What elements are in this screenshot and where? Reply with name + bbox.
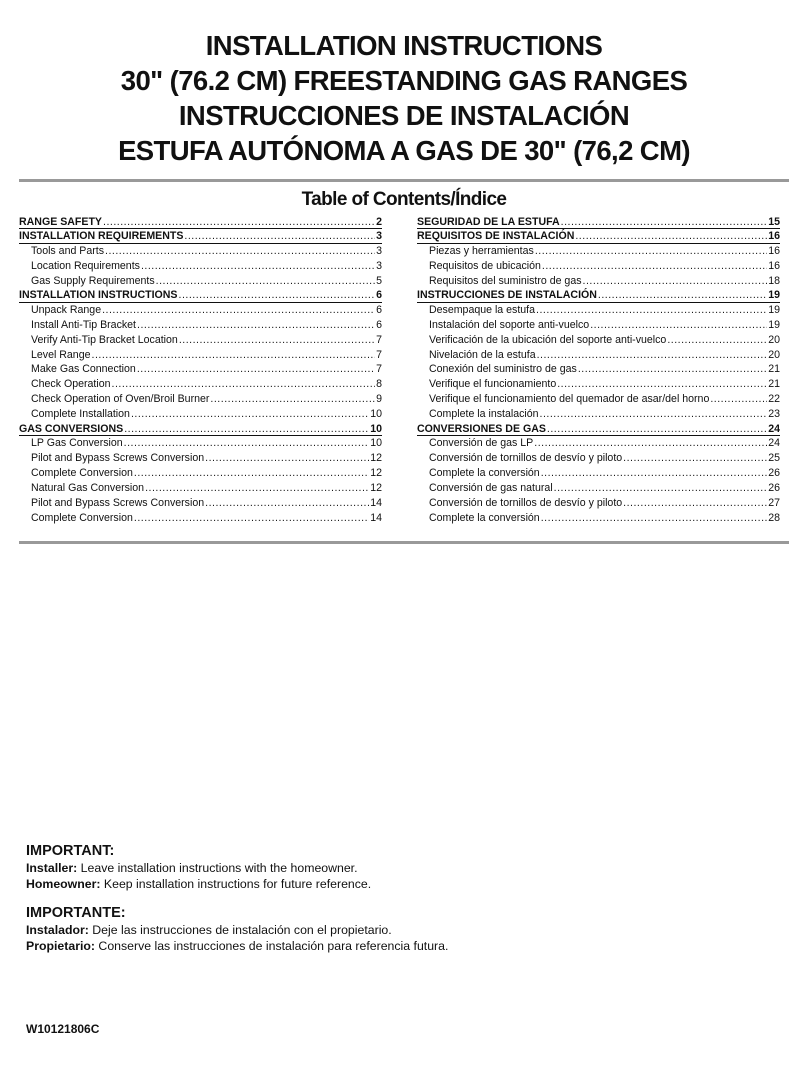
toc-subsection-entry	[417, 466, 780, 481]
toc-leader-dots	[179, 288, 376, 303]
instalador-text: Deje las instrucciones de instalación con el propietario.	[88, 923, 392, 937]
toc-subsection-entry	[417, 362, 780, 377]
toc-entry-label: Desempaque la estufa	[429, 303, 536, 316]
toc-leader-dots	[102, 303, 375, 318]
toc-leader-dots	[575, 229, 767, 244]
toc-entry-page: 19	[768, 289, 780, 302]
top-divider	[19, 179, 789, 182]
importante-heading: IMPORTANTE:	[26, 905, 126, 921]
toc-entry-page: 27	[768, 496, 780, 509]
toc-leader-dots	[623, 496, 767, 511]
toc-leader-dots	[137, 318, 375, 333]
toc-subsection-entry	[19, 481, 382, 496]
toc-entry-label: Check Operation	[31, 378, 111, 391]
homeowner-note	[26, 876, 726, 892]
toc-entry-label: Conversión de tornillos de desvío y piloto	[429, 452, 623, 465]
toc-column-english	[19, 215, 382, 526]
toc-entry-page: 24	[768, 422, 780, 435]
toc-entry-label: CONVERSIONES DE GAS	[417, 422, 546, 435]
toc-entry-label: Conversión de gas natural	[429, 482, 553, 495]
toc-leader-dots	[137, 362, 375, 377]
toc-entry-label: Gas Supply Requirements	[31, 274, 155, 287]
toc-entry-page: 18	[768, 274, 780, 287]
toc-leader-dots	[103, 215, 375, 230]
toc-subsection-entry	[417, 333, 780, 348]
toc-entry-page: 10	[370, 408, 382, 421]
document-id: W10121806C	[26, 1022, 100, 1036]
propietario-note	[26, 938, 726, 954]
toc-subsection-entry	[19, 274, 382, 289]
toc-subsection-entry	[417, 348, 780, 363]
title-line-3: INSTRUCCIONES DE INSTALACIÓN	[178, 100, 630, 131]
toc-entry-label: Verifique el funcionamiento del quemador de asar/del horno	[429, 393, 710, 406]
toc-section-entry	[417, 229, 780, 243]
toc-entry-page: 19	[768, 318, 780, 331]
toc-subsection-entry	[19, 244, 382, 259]
toc-subsection-entry	[19, 303, 382, 318]
installer-label: Installer:	[26, 861, 78, 875]
toc-entry-page: 7	[376, 348, 382, 361]
propietario-label: Propietario:	[26, 939, 96, 953]
title-line-4: ESTUFA AUTÓNOMA A GAS DE 30" (76,2 CM)	[118, 135, 690, 166]
toc-entry-page: 15	[768, 216, 780, 228]
toc-entry-page: 26	[768, 482, 780, 495]
toc-entry-page: 6	[376, 318, 382, 331]
toc-entry-label: Tools and Parts	[31, 244, 105, 257]
toc-entry-label: Complete Installation	[31, 408, 130, 421]
document-title	[0, 28, 808, 168]
toc-leader-dots	[623, 451, 767, 466]
important-heading: IMPORTANT:	[26, 843, 115, 859]
toc-entry-label: INSTALLATION INSTRUCTIONS	[19, 289, 178, 302]
toc-leader-dots	[536, 303, 767, 318]
toc-leader-dots	[141, 259, 375, 274]
toc-entry-page: 2	[376, 216, 382, 228]
toc-entry-page: 16	[768, 244, 780, 257]
toc-column-spanish	[417, 215, 780, 526]
toc-leader-dots	[557, 377, 767, 392]
toc-leader-dots	[156, 274, 375, 289]
toc-subsection-entry	[19, 511, 382, 526]
toc-leader-dots	[124, 422, 369, 437]
toc-leader-dots	[92, 348, 376, 363]
toc-entry-label: Check Operation of Oven/Broil Burner	[31, 393, 210, 406]
toc-entry-label: LP Gas Conversion	[31, 437, 123, 450]
toc-entry-label: Install Anti-Tip Bracket	[31, 318, 136, 331]
toc-heading: Table of Contents/Índice	[301, 189, 507, 210]
toc-entry-label: Complete la instalación	[429, 408, 539, 421]
homeowner-label: Homeowner:	[26, 877, 101, 891]
toc-entry-page: 14	[370, 496, 382, 509]
toc-entry-label: Verify Anti-Tip Bracket Location	[31, 333, 178, 346]
toc-subsection-entry	[417, 303, 780, 318]
toc-leader-dots	[112, 377, 376, 392]
toc-leader-dots	[667, 333, 767, 348]
toc-entry-label: Requisitos de ubicación	[429, 259, 541, 272]
toc-leader-dots	[561, 215, 768, 230]
toc-leader-dots	[184, 229, 375, 244]
importante-notice	[26, 904, 726, 954]
toc-entry-page: 9	[376, 393, 382, 406]
toc-entry-label: Make Gas Connection	[31, 363, 136, 376]
toc-leader-dots	[583, 274, 768, 289]
toc-subsection-entry	[417, 436, 780, 451]
toc-entry-page: 7	[376, 363, 382, 376]
toc-entry-page: 19	[768, 303, 780, 316]
toc-entry-page: 5	[376, 274, 382, 287]
toc-leader-dots	[179, 333, 375, 348]
toc-entry-page: 3	[376, 244, 382, 257]
toc-entry-page: 3	[376, 230, 382, 243]
toc-leader-dots	[542, 259, 767, 274]
toc-entry-page: 12	[370, 452, 382, 465]
toc-leader-dots	[124, 436, 370, 451]
toc-leader-dots	[540, 407, 768, 422]
toc-leader-dots	[710, 392, 767, 407]
toc-entry-label: Instalación del soporte anti-vuelco	[429, 318, 590, 331]
toc-subsection-entry	[417, 318, 780, 333]
bottom-divider	[19, 541, 789, 544]
toc-leader-dots	[578, 362, 767, 377]
homeowner-text: Keep installation instructions for future reference.	[100, 877, 372, 891]
toc-entry-page: 10	[370, 422, 382, 435]
propietario-text: Conserve las instrucciones de instalación para referencia futura.	[95, 939, 449, 953]
toc-subsection-entry	[417, 481, 780, 496]
toc-subsection-entry	[417, 392, 780, 407]
toc-subsection-entry	[19, 362, 382, 377]
toc-entry-page: 26	[768, 467, 780, 480]
toc-section-entry	[417, 422, 780, 436]
toc-leader-dots	[534, 436, 767, 451]
toc-entry-label: Conversión de gas LP	[429, 437, 534, 450]
toc-leader-dots	[541, 511, 768, 526]
toc-entry-label: REQUISITOS DE INSTALACIÓN	[417, 230, 575, 243]
toc-entry-label: Unpack Range	[31, 303, 102, 316]
toc-entry-page: 25	[768, 452, 780, 465]
toc-entry-page: 24	[768, 437, 780, 450]
toc-leader-dots	[537, 348, 768, 363]
toc-leader-dots	[205, 451, 369, 466]
toc-entry-label: Conexión del suministro de gas	[429, 363, 577, 376]
toc-entry-label: Pilot and Bypass Screws Conversion	[31, 452, 205, 465]
toc-section-entry	[19, 229, 382, 243]
toc-subsection-entry	[417, 259, 780, 274]
toc-entry-page: 7	[376, 333, 382, 346]
toc-entry-label: Level Range	[31, 348, 91, 361]
toc-entry-label: Complete la conversión	[429, 511, 540, 524]
toc-leader-dots	[210, 392, 375, 407]
toc-section-entry	[19, 215, 382, 229]
toc-entry-page: 12	[370, 482, 382, 495]
toc-subsection-entry	[19, 259, 382, 274]
toc-entry-page: 16	[768, 259, 780, 272]
toc-entry-label: Piezas y herramientas	[429, 244, 534, 257]
toc-entry-page: 6	[376, 303, 382, 316]
toc-entry-page: 16	[768, 230, 780, 243]
toc-entry-label: INSTALLATION REQUIREMENTS	[19, 230, 184, 243]
toc-entry-page: 14	[370, 511, 382, 524]
toc-subsection-entry	[19, 407, 382, 422]
toc-section-entry	[417, 215, 780, 229]
toc-leader-dots	[134, 466, 369, 481]
toc-entry-label: Complete Conversion	[31, 511, 133, 524]
installer-text: Leave installation instructions with the homeowner.	[77, 861, 358, 875]
toc-subsection-entry	[417, 377, 780, 392]
toc-subsection-entry	[19, 392, 382, 407]
toc-leader-dots	[547, 422, 767, 437]
toc-section-entry	[417, 288, 780, 302]
toc-entry-page: 6	[376, 289, 382, 302]
toc-leader-dots	[590, 318, 767, 333]
toc-section-entry	[19, 422, 382, 436]
toc-entry-label: Verificación de la ubicación del soporte anti-vuelco	[429, 333, 667, 346]
toc-entry-label: Complete Conversion	[31, 467, 133, 480]
toc-leader-dots	[134, 511, 369, 526]
instalador-note	[26, 922, 726, 938]
toc-entry-page: 3	[376, 259, 382, 272]
toc-entry-label: INSTRUCCIONES DE INSTALACIÓN	[417, 289, 597, 302]
toc-entry-page: 12	[370, 467, 382, 480]
instalador-label: Instalador:	[26, 923, 89, 937]
toc-leader-dots	[541, 466, 768, 481]
toc-entry-page: 28	[768, 511, 780, 524]
toc-entry-label: Natural Gas Conversion	[31, 482, 145, 495]
toc-entry-page: 20	[768, 348, 780, 361]
toc-entry-page: 10	[370, 437, 382, 450]
toc-entry-label: Pilot and Bypass Screws Conversion	[31, 496, 205, 509]
toc-entry-label: Verifique el funcionamiento	[429, 378, 557, 391]
toc-subsection-entry	[417, 407, 780, 422]
toc-subsection-entry	[19, 377, 382, 392]
toc-entry-page: 23	[768, 408, 780, 421]
toc-subsection-entry	[19, 333, 382, 348]
toc-entry-page: 20	[768, 333, 780, 346]
title-line-1: INSTALLATION INSTRUCTIONS	[205, 30, 603, 61]
toc-entry-label: SEGURIDAD DE LA ESTUFA	[417, 216, 560, 228]
toc-subsection-entry	[417, 274, 780, 289]
toc-leader-dots	[105, 244, 375, 259]
toc-subsection-entry	[19, 451, 382, 466]
toc-leader-dots	[131, 407, 369, 422]
toc-subsection-entry	[19, 496, 382, 511]
toc-entry-label: Nivelación de la estufa	[429, 348, 536, 361]
toc-entry-page: 21	[768, 363, 780, 376]
toc-entry-label: Complete la conversión	[429, 467, 540, 480]
toc-subsection-entry	[417, 511, 780, 526]
toc-subsection-entry	[417, 451, 780, 466]
toc-entry-page: 22	[768, 393, 780, 406]
toc-entry-page: 8	[376, 378, 382, 391]
toc-entry-page: 21	[768, 378, 780, 391]
toc-entry-label: GAS CONVERSIONS	[19, 422, 124, 435]
toc-entry-label: Requisitos del suministro de gas	[429, 274, 582, 287]
toc-entry-label: Location Requirements	[31, 259, 140, 272]
toc-subsection-entry	[19, 436, 382, 451]
installer-note	[26, 860, 726, 876]
toc-subsection-entry	[19, 318, 382, 333]
toc-subsection-entry	[19, 466, 382, 481]
toc-leader-dots	[554, 481, 768, 496]
toc-subsection-entry	[19, 348, 382, 363]
toc-leader-dots	[535, 244, 767, 259]
important-notice	[26, 842, 726, 954]
toc-leader-dots	[205, 496, 369, 511]
toc-subsection-entry	[417, 244, 780, 259]
toc-leader-dots	[598, 288, 767, 303]
toc-section-entry	[19, 288, 382, 302]
toc-entry-label: RANGE SAFETY	[19, 216, 102, 228]
toc-leader-dots	[145, 481, 369, 496]
title-line-2: 30" (76.2 CM) FREESTANDING GAS RANGES	[120, 65, 688, 96]
toc-entry-label: Conversión de tornillos de desvío y piloto	[429, 496, 623, 509]
toc-subsection-entry	[417, 496, 780, 511]
